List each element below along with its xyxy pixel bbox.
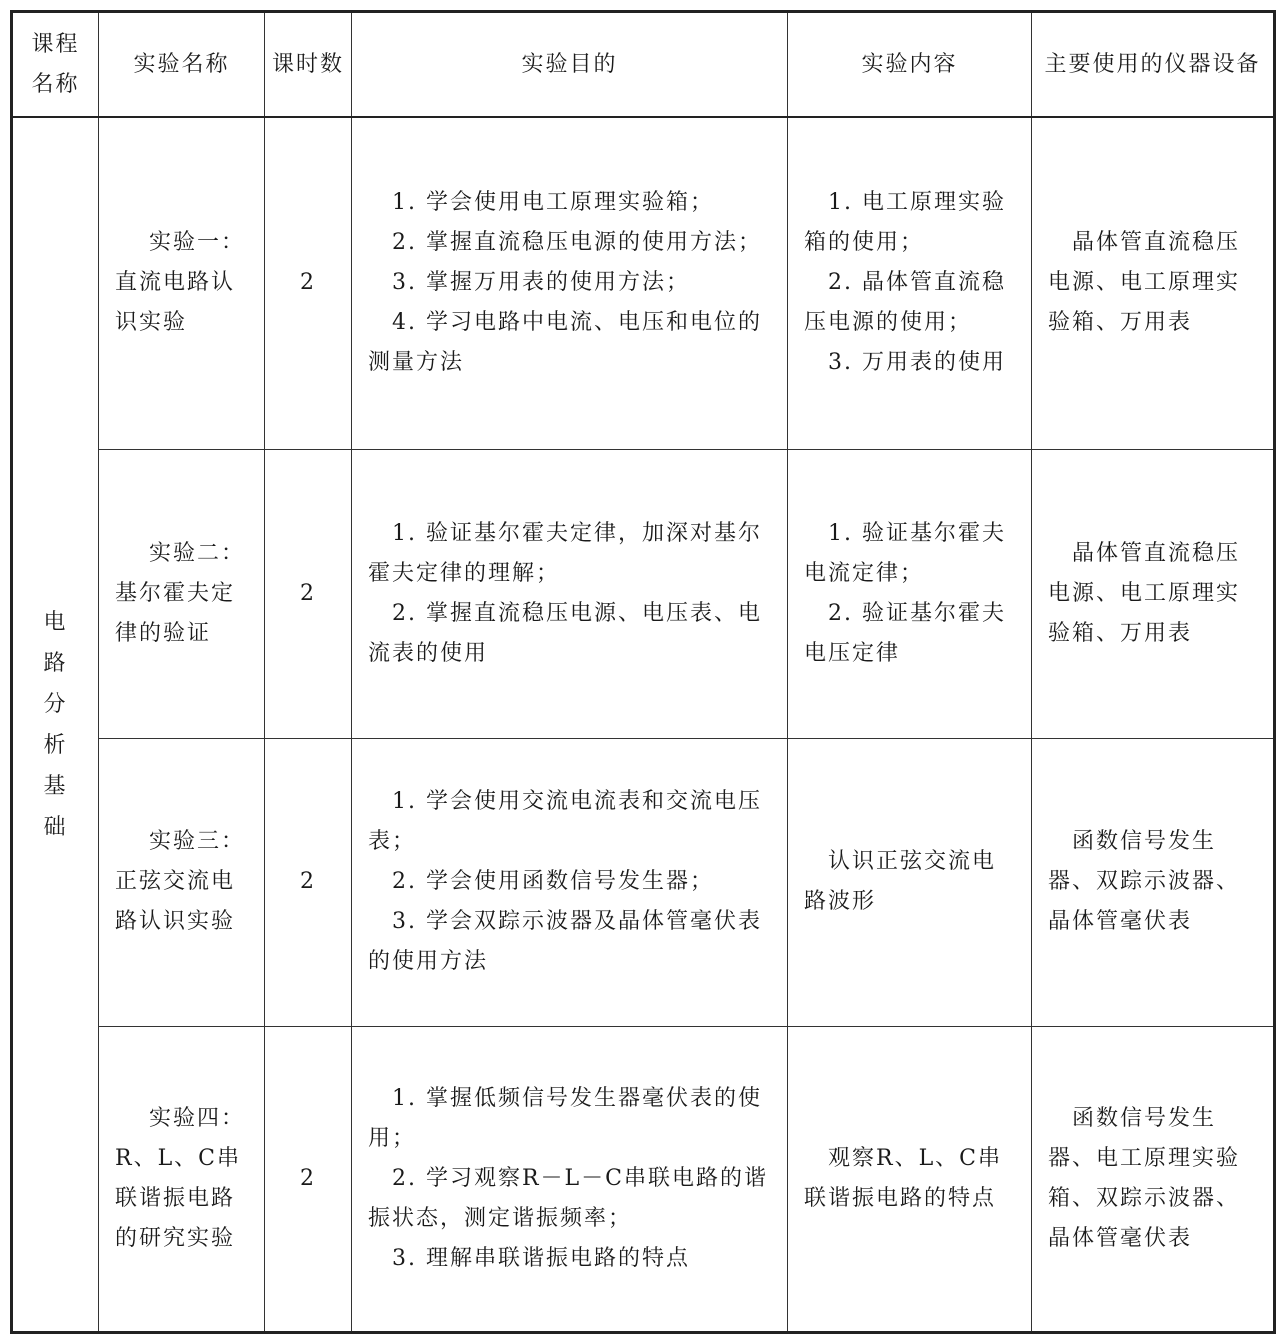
course-name-cell: 电 路 分 析 基 础: [12, 117, 99, 1333]
experiment-name-cell: 实验三： 正弦交流电路认识实验: [99, 738, 265, 1026]
header-equipment: 主要使用的仪器设备: [1032, 12, 1275, 118]
table-row: [12, 449, 1275, 738]
content-cell: [788, 117, 1032, 449]
list-item: 观察R、L、C串联谐振电路的特点: [804, 1145, 1003, 1211]
table-row: [12, 117, 1275, 449]
hours-cell: 2: [265, 449, 352, 738]
list-item: 1. 验证基尔霍夫定律，加深对基尔霍夫定律的理解；: [368, 520, 762, 586]
experiment-name-cell: 实验一： 直流电路认识实验: [99, 117, 265, 449]
experiment-name-cell: 实验二： 基尔霍夫定律的验证: [99, 449, 265, 738]
list-item: 2. 掌握直流稳压电源、电压表、电流表的使用: [368, 600, 762, 666]
content-cell: [788, 449, 1032, 738]
list-item: 3. 掌握万用表的使用方法；: [392, 270, 690, 296]
list-item: 4. 学习电路中电流、电压和电位的测量方法: [368, 310, 762, 376]
list-item: 1. 掌握低频信号发生器毫伏表的使用；: [368, 1085, 762, 1151]
hours-cell: 2: [265, 738, 352, 1026]
content-cell: [788, 738, 1032, 1026]
list-item: 2. 验证基尔霍夫电压定律: [804, 600, 1006, 666]
content-cell: [788, 1026, 1032, 1333]
header-hours: 课时数: [265, 12, 352, 118]
purpose-cell: [352, 1026, 788, 1333]
equipment-cell: 函数信号发生器、电工原理实验箱、双踪示波器、晶体管毫伏表: [1032, 1026, 1275, 1333]
experiment-name-cell: 实验四： R、L、C串联谐振电路的研究实验: [99, 1026, 265, 1333]
list-item: 2. 学会使用函数信号发生器；: [392, 869, 714, 894]
experiment-table: [10, 10, 1276, 1334]
header-content: 实验内容: [788, 12, 1032, 118]
equipment-cell: 函数信号发生器、双踪示波器、晶体管毫伏表: [1032, 738, 1275, 1026]
hours-cell: 2: [265, 1026, 352, 1333]
list-item: 3. 万用表的使用: [828, 350, 1006, 376]
list-item: 3. 理解串联谐振电路的特点: [392, 1245, 690, 1271]
equipment-cell: 晶体管直流稳压电源、电工原理实验箱、万用表: [1032, 117, 1275, 449]
list-item: 1. 电工原理实验箱的使用；: [804, 190, 1006, 256]
table-row: [12, 1026, 1275, 1333]
list-item: 2. 学习观察R－L－C串联电路的谐振状态，测定谐振频率；: [368, 1165, 768, 1231]
list-item: 2. 掌握直流稳压电源的使用方法；: [392, 230, 762, 256]
hours-cell: 2: [265, 117, 352, 449]
purpose-cell: [352, 117, 788, 449]
equipment-cell: 晶体管直流稳压电源、电工原理实验箱、万用表: [1032, 449, 1275, 738]
list-item: 2. 晶体管直流稳压电源的使用；: [804, 270, 1006, 336]
list-item: 1. 验证基尔霍夫电流定律；: [804, 520, 1006, 586]
list-item: 3. 学会双踪示波器及晶体管毫伏表的使用方法: [368, 909, 762, 974]
purpose-cell: [352, 449, 788, 738]
list-item: 1. 学会使用交流电流表和交流电压表；: [368, 789, 762, 854]
table-row: [12, 738, 1275, 1026]
header-course-name: 课程 名称: [12, 12, 99, 118]
header-experiment-name: 实验名称: [99, 12, 265, 118]
header-row: [12, 12, 1275, 118]
purpose-cell: [352, 738, 788, 1026]
list-item: 认识正弦交流电路波形: [804, 849, 997, 914]
list-item: 1. 学会使用电工原理实验箱；: [392, 190, 714, 216]
header-purpose: 实验目的: [352, 12, 788, 118]
